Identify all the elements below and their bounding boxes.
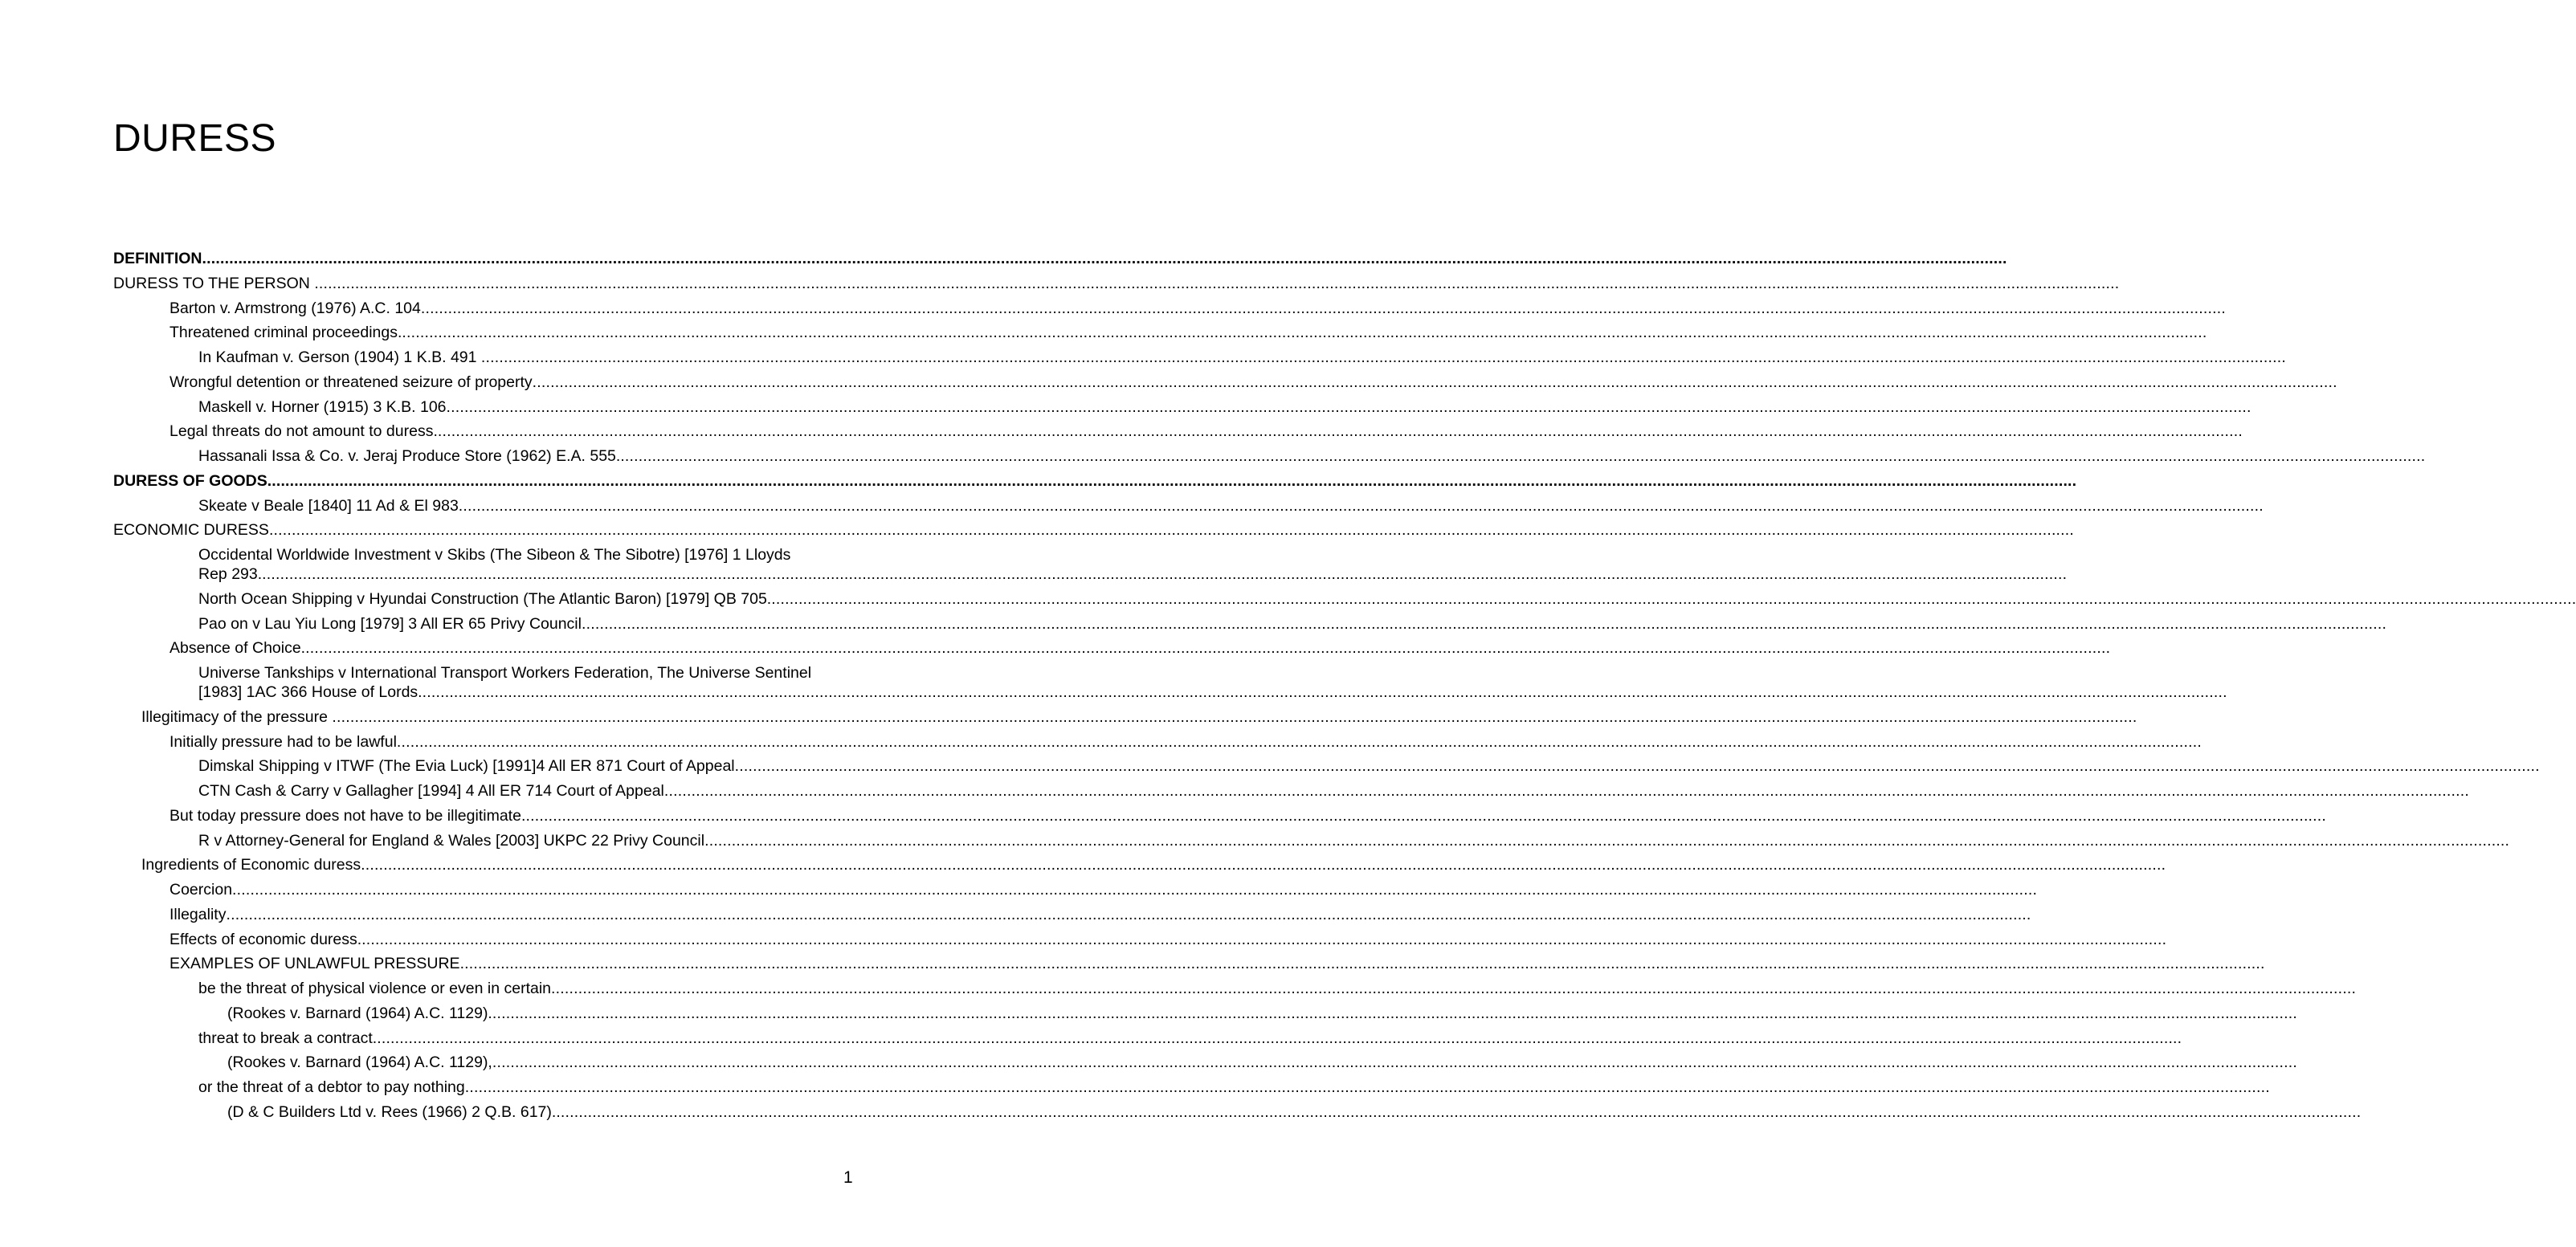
toc-entry[interactable] bbox=[141, 707, 2137, 727]
toc-entry-text: Skeate v Beale [1840] 11 Ad & El 983 bbox=[198, 496, 459, 515]
toc-dot-leader: ................................................................................................................................................................................................................................................................................................................................................................................................................ bbox=[581, 614, 2387, 633]
toc-dot-leader: ................................................................................................................................................................................................................................................................................................................................................................................................................ bbox=[532, 373, 2337, 391]
toc-dot-leader: ................................................................................................................................................................................................................................................................................................................................................................................................................ bbox=[521, 806, 2327, 825]
toc-entry[interactable] bbox=[198, 1078, 2270, 1097]
toc-dot-leader: ................................................................................................................................................................................................................................................................................................................................................................................................................ bbox=[446, 397, 2251, 416]
toc-dot-leader: ................................................................................................................................................................................................................................................................................................................................................................................................................ bbox=[232, 881, 2038, 899]
toc-dot-leader: ................................................................................................................................................................................................................................................................................................................................................................................................................ bbox=[332, 707, 2137, 726]
toc-entry[interactable] bbox=[198, 614, 2387, 634]
toc-entry[interactable] bbox=[113, 249, 2007, 268]
toc-entry-text: (D & C Builders Ltd v. Rees (1966) 2 Q.B. 617). bbox=[227, 1102, 557, 1121]
toc-entry-text: R v Attorney-General for England & Wales [2003] UKPC 22 Privy Council bbox=[198, 831, 705, 850]
toc-entry-text: threat to break a contract. bbox=[198, 1029, 378, 1047]
toc-entry-text: Pao on v Lau Yiu Long [1979] 3 All ER 65 Privy Council bbox=[198, 614, 582, 633]
toc-dot-leader: ................................................................................................................................................................................................................................................................................................................................................................................................................ bbox=[458, 496, 2264, 515]
toc-dot-leader: ................................................................................................................................................................................................................................................................................................................................................................................................................ bbox=[556, 1102, 2362, 1121]
toc-entry[interactable] bbox=[169, 732, 2202, 752]
toc-entry-text: Dimskal Shipping v ITWF (The Evia Luck) [1991]4 All ER 871 Court of Appeal bbox=[198, 757, 735, 776]
toc-entry[interactable] bbox=[113, 520, 2075, 540]
toc-entry[interactable] bbox=[169, 373, 2337, 392]
toc-dot-leader: ................................................................................................................................................................................................................................................................................................................................................................................................................ bbox=[226, 905, 2031, 923]
toc-entry-text: ECONOMIC DURESS bbox=[113, 521, 269, 540]
toc-entry[interactable] bbox=[141, 855, 2166, 874]
toc-dot-leader: ................................................................................................................................................................................................................................................................................................................................................................................................................ bbox=[480, 348, 2287, 366]
toc-entry[interactable] bbox=[113, 471, 2077, 491]
toc-entry[interactable] bbox=[169, 930, 2167, 949]
toc-dot-leader: ................................................................................................................................................................................................................................................................................................................................................................................................................ bbox=[202, 250, 2007, 267]
toc-entry[interactable] bbox=[198, 781, 2469, 801]
toc-dot-leader: ................................................................................................................................................................................................................................................................................................................................................................................................................ bbox=[492, 1004, 2297, 1022]
toc-dot-leader: ................................................................................................................................................................................................................................................................................................................................................................................................................ bbox=[377, 1029, 2182, 1047]
toc-entry[interactable] bbox=[198, 589, 2576, 609]
toc-entry-text: DEFINITION bbox=[113, 250, 202, 267]
toc-entry-text: Ingredients of Economic duress bbox=[141, 856, 361, 874]
toc-entry[interactable] bbox=[169, 954, 2265, 973]
toc-dot-leader: ................................................................................................................................................................................................................................................................................................................................................................................................................ bbox=[262, 565, 2068, 583]
toc-dot-leader: ................................................................................................................................................................................................................................................................................................................................................................................................................ bbox=[396, 732, 2202, 751]
toc-entry-text: Illegitimacy of the pressure bbox=[141, 707, 333, 726]
toc-entry-text: Universe Tankships v International Transport Workers Federation, The Universe Sentinel [1983] 1AC 366 House of Lords. bbox=[198, 664, 812, 701]
toc-entry-text: Barton v. Armstrong (1976) A.C. 104 bbox=[169, 299, 421, 317]
toc-dot-leader: ................................................................................................................................................................................................................................................................................................................................................................................................................ bbox=[268, 521, 2075, 540]
page-number: 1 bbox=[843, 1168, 853, 1187]
toc-dot-leader: ................................................................................................................................................................................................................................................................................................................................................................................................................ bbox=[771, 589, 2576, 608]
toc-entry-text: Absence of Choice. bbox=[169, 639, 306, 658]
toc-entry-text: (Rookes v. Barnard (1964) A.C. 1129), bbox=[227, 1053, 492, 1072]
toc-entry-text: But today pressure does not have to be illegitimate bbox=[169, 806, 521, 825]
toc-entry[interactable] bbox=[227, 1004, 2297, 1023]
toc-entry-text: be the threat of physical violence or even in certain bbox=[198, 980, 552, 997]
toc-entry[interactable] bbox=[198, 756, 2540, 776]
toc-dot-leader: ................................................................................................................................................................................................................................................................................................................................................................................................................ bbox=[734, 757, 2540, 776]
toc-entry[interactable] bbox=[198, 663, 2227, 702]
toc-entry[interactable] bbox=[198, 348, 2287, 367]
toc-entry[interactable] bbox=[227, 1102, 2362, 1122]
toc-entry[interactable] bbox=[169, 422, 2243, 441]
toc-entry-text: CTN Cash & Carry v Gallagher [1994] 4 All ER 714 Court of Appeal bbox=[198, 782, 664, 800]
toc-dot-leader: ................................................................................................................................................................................................................................................................................................................................................................................................................ bbox=[422, 683, 2227, 701]
toc-entry-text: Threatened criminal proceedings. bbox=[169, 324, 402, 342]
toc-entry-text: Hassanali Issa & Co. v. Jeraj Produce Store (1962) E.A. 555. bbox=[198, 447, 621, 465]
toc-entry-text: (Rookes v. Barnard (1964) A.C. 1129). bbox=[227, 1004, 492, 1022]
toc-entry-text: Maskell v. Horner (1915) 3 K.B. 106 bbox=[198, 397, 447, 416]
toc-dot-leader: ................................................................................................................................................................................................................................................................................................................................................................................................................ bbox=[459, 955, 2265, 973]
toc-entry[interactable] bbox=[169, 806, 2327, 825]
toc-entry-text: Wrongful detention or threatened seizure of property bbox=[169, 373, 533, 391]
toc-dot-leader: ................................................................................................................................................................................................................................................................................................................................................................................................................ bbox=[464, 1078, 2270, 1096]
toc-dot-leader: ................................................................................................................................................................................................................................................................................................................................................................................................................ bbox=[492, 1053, 2297, 1072]
toc-entry[interactable] bbox=[169, 905, 2031, 924]
toc-entry-text: DURESS TO THE PERSON bbox=[113, 274, 315, 292]
toc-entry[interactable] bbox=[227, 1053, 2297, 1072]
toc-entry[interactable] bbox=[198, 979, 2357, 998]
toc-entry[interactable] bbox=[198, 496, 2264, 516]
page-title: DURESS bbox=[113, 117, 277, 160]
toc-entry[interactable] bbox=[169, 299, 2226, 318]
toc-entry[interactable] bbox=[113, 274, 2120, 293]
toc-dot-leader: ................................................................................................................................................................................................................................................................................................................................................................................................................ bbox=[305, 639, 2111, 658]
toc-entry-text: Legal threats do not amount to duress. bbox=[169, 422, 438, 441]
toc-entry[interactable] bbox=[198, 1029, 2182, 1048]
toc-entry[interactable] bbox=[169, 880, 2038, 899]
toc-dot-leader: ................................................................................................................................................................................................................................................................................................................................................................................................................ bbox=[663, 782, 2469, 800]
toc-dot-leader: ................................................................................................................................................................................................................................................................................................................................................................................................................ bbox=[361, 930, 2167, 948]
toc-entry[interactable] bbox=[198, 831, 2510, 850]
toc-dot-leader: ................................................................................................................................................................................................................................................................................................................................................................................................................ bbox=[551, 980, 2357, 997]
toc-dot-leader: ................................................................................................................................................................................................................................................................................................................................................................................................................ bbox=[361, 856, 2166, 874]
toc-dot-leader: ................................................................................................................................................................................................................................................................................................................................................................................................................ bbox=[420, 299, 2226, 317]
toc-entry-text: Coercion bbox=[169, 881, 233, 899]
toc-entry-text: or the threat of a debtor to pay nothing bbox=[198, 1078, 465, 1096]
toc-entry[interactable] bbox=[198, 545, 2068, 584]
toc-entry-text: North Ocean Shipping v Hyundai Construction (The Atlantic Baron) [1979] QB 705. bbox=[198, 589, 772, 608]
toc-dot-leader: ................................................................................................................................................................................................................................................................................................................................................................................................................ bbox=[704, 831, 2510, 850]
toc-entry-text: EXAMPLES OF UNLAWFUL PRESSURE bbox=[169, 955, 460, 973]
toc-entry-text: Illegality bbox=[169, 905, 227, 923]
toc-entry-text: In Kaufman v. Gerson (1904) 1 K.B. 491 bbox=[198, 348, 481, 366]
toc-dot-leader: ................................................................................................................................................................................................................................................................................................................................................................................................................ bbox=[271, 471, 2077, 490]
toc-entry-text: Effects of economic duress. bbox=[169, 930, 362, 948]
toc-entry-text: Initially pressure had to be lawful bbox=[169, 732, 397, 751]
toc-entry[interactable] bbox=[169, 638, 2111, 658]
toc-entry[interactable] bbox=[198, 446, 2426, 466]
toc-dot-leader: ................................................................................................................................................................................................................................................................................................................................................................................................................ bbox=[402, 324, 2207, 342]
toc-entry[interactable] bbox=[198, 397, 2251, 417]
toc-dot-leader: ................................................................................................................................................................................................................................................................................................................................................................................................................ bbox=[314, 274, 2120, 292]
toc-entry-text: DURESS OF GOODS. bbox=[113, 471, 272, 490]
toc-dot-leader: ................................................................................................................................................................................................................................................................................................................................................................................................................ bbox=[437, 422, 2243, 441]
toc-entry[interactable] bbox=[169, 323, 2207, 342]
toc-dot-leader: ................................................................................................................................................................................................................................................................................................................................................................................................................ bbox=[620, 447, 2426, 465]
toc-entry-text: Occidental Worldwide Investment v Skibs (The Sibeon & The Sibotre) [1976] 1 Lloyds Rep 293. bbox=[198, 546, 791, 583]
